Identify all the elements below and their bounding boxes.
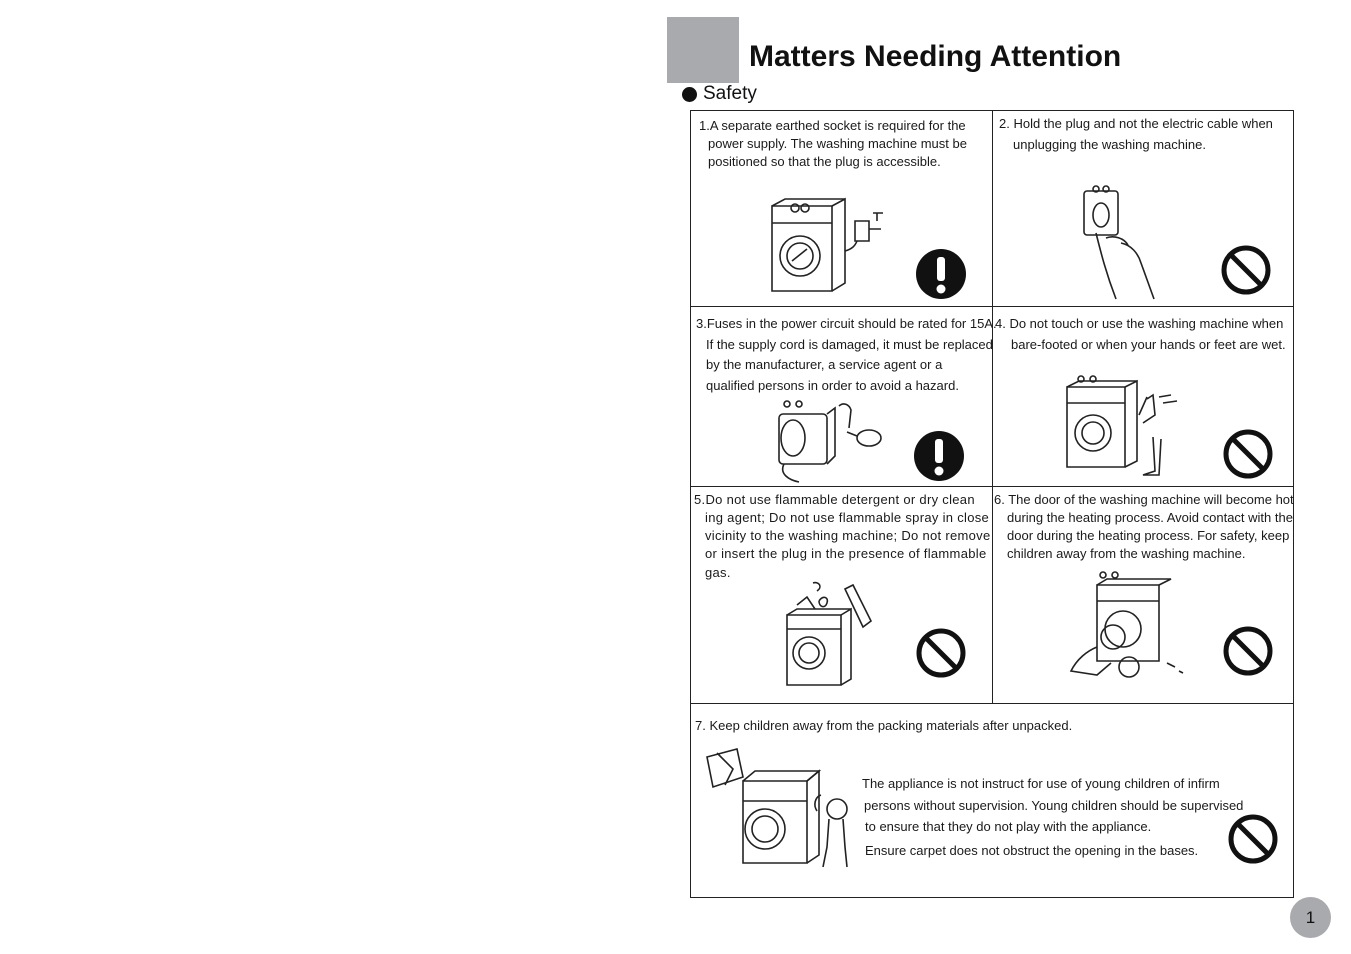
text-line: 3.Fuses in the power circuit should be rated for 15A.	[696, 316, 997, 331]
grid-divider	[691, 703, 1293, 704]
text-line: 5.Do not use flammable detergent or dry clean	[694, 492, 975, 507]
section-heading	[682, 83, 757, 105]
text-line: 4. Do not touch or use the washing machine when	[995, 316, 1284, 331]
washer-wet-hands-icon	[1063, 375, 1183, 483]
text-line: vicinity to the washing machine; Do not remove	[705, 528, 991, 543]
safety-item-7-text	[695, 717, 1072, 735]
prohibition-icon	[1220, 244, 1272, 296]
text-line: If the supply cord is damaged, it must be replaced	[706, 336, 993, 352]
safety-item-6-text	[994, 491, 1294, 563]
text-line: positioned so that the plug is accessible.	[708, 154, 941, 169]
washer-with-child-icon	[1067, 571, 1187, 679]
warning-icon	[915, 248, 967, 300]
text-line: or insert the plug in the presence of flammable	[705, 546, 987, 561]
washer-spray-can-icon	[779, 581, 879, 687]
text-line: ing agent; Do not use flammable spray in close	[705, 510, 990, 525]
text-line: The appliance is not instruct for use of young children of infirm	[862, 776, 1220, 791]
header-gray-block	[667, 17, 739, 83]
warning-icon	[913, 430, 965, 482]
text-line: during the heating process. Avoid contact with the	[1007, 510, 1293, 525]
text-line: Ensure carpet does not obstruct the opening in the bases.	[865, 842, 1199, 858]
text-line: bare-footed or when your hands or feet are wet.	[1011, 336, 1286, 352]
safety-item-7-notes	[862, 773, 1243, 861]
text-line: children away from the washing machine.	[1007, 546, 1246, 561]
hand-pulling-plug-icon	[1076, 183, 1161, 301]
text-line: 1.A separate earthed socket is required for the	[699, 118, 966, 133]
safety-item-5-text	[694, 491, 991, 582]
page-number-badge: 1	[1290, 897, 1331, 938]
safety-item-1-text	[699, 117, 967, 171]
prohibition-icon	[1222, 625, 1274, 677]
safety-item-4-text	[995, 314, 1286, 355]
prohibition-icon	[1227, 813, 1279, 865]
text-line: unplugging the washing machine.	[1013, 137, 1206, 152]
text-line: gas.	[705, 565, 731, 580]
bullet-dot-icon	[682, 87, 697, 102]
safety-item-3-text	[696, 314, 997, 396]
text-line: to ensure that they do not play with the appliance.	[865, 819, 1152, 834]
plug-and-fuse-icon	[769, 396, 889, 484]
prohibition-icon	[915, 627, 967, 679]
text-line: persons without supervision. Young children should be supervised	[864, 797, 1244, 813]
text-line: by the manufacturer, a service agent or a	[706, 357, 943, 372]
prohibition-icon	[1222, 428, 1274, 480]
washer-with-socket-icon	[767, 191, 892, 296]
section-label: Safety	[703, 83, 757, 104]
text-line: 6. The door of the washing machine will become hot	[994, 492, 1294, 507]
page-title: Matters Needing Attention	[749, 40, 1122, 73]
grid-divider	[992, 111, 993, 703]
washer-packing-child-icon	[703, 747, 853, 871]
safety-grid	[690, 110, 1294, 898]
text-line: 7. Keep children away from the packing materials after unpacked.	[695, 718, 1073, 733]
text-line: door during the heating process. For safety, keep	[1007, 528, 1290, 543]
safety-item-2-text	[999, 115, 1273, 154]
text-line: qualified persons in order to avoid a hazard.	[706, 377, 959, 393]
text-line: power supply. The washing machine must be	[708, 136, 967, 151]
text-line: 2. Hold the plug and not the electric cable when	[999, 116, 1273, 131]
